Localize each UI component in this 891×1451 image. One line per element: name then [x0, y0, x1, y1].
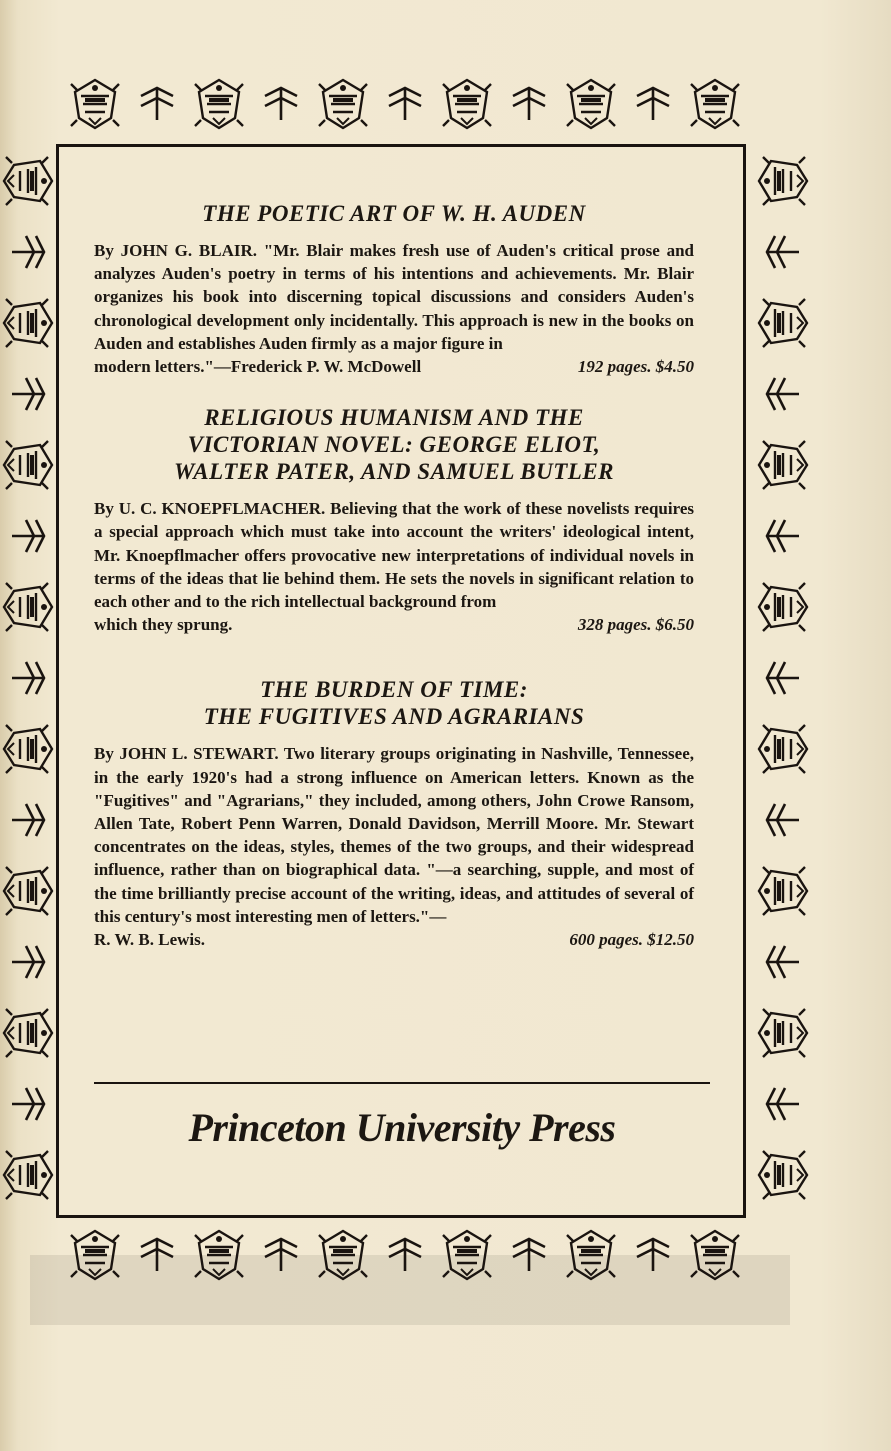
book-title — [94, 404, 694, 485]
arrow-ornament-icon — [8, 800, 48, 840]
book-entry-burden-of-time — [94, 676, 694, 951]
arrow-ornament-icon — [8, 658, 48, 698]
arrow-ornament-icon — [261, 84, 301, 124]
book-title-line: RELIGIOUS HUMANISM AND THE — [204, 405, 584, 431]
book-title-line: WALTER PATER, AND SAMUEL BUTLER — [173, 459, 614, 485]
crest-ornament-icon — [0, 295, 58, 351]
crest-ornament-icon — [0, 437, 58, 493]
pages-and-price: 328 pages. $6.50 — [577, 615, 694, 635]
book-description-text: By JOHN L. STEWART. Two literary groups originating in Nashville, Tennessee, in the early 1920's had a strong influence on American letters. Known as the "Fugitives" and "Agrarians," they included, among others, John Crowe Ransom, Allen Tate, Robert Penn Warren, Donald Davidson, Merrill Moore. Mr. Stewart concentrates on the ideas, styles, themes of the two groups, and their widespread influence, rather than on biographical data. "—a searching, supple, and most of the time brilliantly precise account of the writing, ideas, and attitudes of several of this century's most interesting men of letters."— — [94, 744, 694, 926]
crest-ornament-icon — [753, 295, 813, 351]
crest-ornament-icon — [67, 74, 123, 134]
crest-ornament-icon — [439, 74, 495, 134]
book-title-line: THE BURDEN OF TIME: — [260, 677, 528, 703]
arrow-ornament-icon — [137, 84, 177, 124]
crest-ornament-icon — [315, 1225, 371, 1285]
review-attribution: R. W. B. Lewis. — [94, 930, 205, 950]
arrow-ornament-icon — [763, 658, 803, 698]
arrow-ornament-icon — [8, 232, 48, 272]
arrow-ornament-icon — [763, 1084, 803, 1124]
book-title-line: THE FUGITIVES AND AGRARIANS — [203, 704, 585, 730]
crest-ornament-icon — [0, 153, 58, 209]
crest-ornament-icon — [687, 74, 743, 134]
ornament-border-right — [744, 140, 822, 1215]
arrow-ornament-icon — [509, 1235, 549, 1275]
book-title — [94, 200, 694, 227]
crest-ornament-icon — [191, 1225, 247, 1285]
crest-ornament-icon — [191, 74, 247, 134]
arrow-ornament-icon — [763, 800, 803, 840]
crest-ornament-icon — [563, 1225, 619, 1285]
book-description — [94, 497, 694, 636]
book-entry-auden — [94, 200, 694, 378]
crest-ornament-icon — [753, 153, 813, 209]
crest-ornament-icon — [753, 1005, 813, 1061]
crest-ornament-icon — [753, 721, 813, 777]
book-description-last-line — [94, 355, 694, 378]
publisher-name: Princeton University Press — [188, 1105, 616, 1150]
pages-and-price: 192 pages. $4.50 — [577, 357, 694, 377]
book-title-line: THE POETIC ART OF W. H. AUDEN — [202, 201, 586, 226]
book-description-last-line — [94, 613, 694, 636]
book-description-text: By JOHN G. BLAIR. "Mr. Blair makes fresh use of Auden's critical prose and analyzes Auden's poetry in terms of his intentions and achievements. Mr. Blair organizes his book into discerning topical discussions and considers Auden's chronological development only incidentally. This approach is new in the books on Auden and establishes Auden firmly as a major figure in — [94, 241, 694, 353]
arrow-ornament-icon — [261, 1235, 301, 1275]
ornament-border-bottom — [60, 1216, 750, 1294]
pages-and-price: 600 pages. $12.50 — [569, 930, 694, 950]
crest-ornament-icon — [439, 1225, 495, 1285]
arrow-ornament-icon — [385, 84, 425, 124]
arrow-ornament-icon — [633, 84, 673, 124]
crest-ornament-icon — [0, 1147, 58, 1203]
book-entry-religious-humanism — [94, 404, 694, 636]
crest-ornament-icon — [753, 1147, 813, 1203]
arrow-ornament-icon — [8, 516, 48, 556]
crest-ornament-icon — [753, 863, 813, 919]
publisher-imprint — [94, 1082, 710, 1151]
book-description-last-line — [94, 928, 694, 951]
crest-ornament-icon — [0, 1005, 58, 1061]
arrow-ornament-icon — [137, 1235, 177, 1275]
closing-text: which they sprung. — [94, 615, 233, 635]
book-listings — [94, 200, 694, 951]
arrow-ornament-icon — [633, 1235, 673, 1275]
book-description-text: By U. C. KNOEPFLMACHER. Believing that the work of these novelists requires a special approach which must take into account the writers' ideological intent, Mr. Knoepflmacher offers provocative new interpretations of individual novels in terms of the ideas that lie behind them. He sets the novels in significant relation to each other and to the rich intellectual background from — [94, 499, 694, 612]
crest-ornament-icon — [0, 721, 58, 777]
arrow-ornament-icon — [8, 942, 48, 982]
arrow-ornament-icon — [385, 1235, 425, 1275]
book-description — [94, 239, 694, 378]
ornament-border-left — [0, 140, 56, 1215]
crest-ornament-icon — [753, 579, 813, 635]
arrow-ornament-icon — [763, 232, 803, 272]
crest-ornament-icon — [0, 863, 58, 919]
arrow-ornament-icon — [763, 942, 803, 982]
book-title — [94, 676, 694, 730]
crest-ornament-icon — [687, 1225, 743, 1285]
crest-ornament-icon — [315, 74, 371, 134]
crest-ornament-icon — [67, 1225, 123, 1285]
arrow-ornament-icon — [763, 374, 803, 414]
ornament-border-top — [60, 66, 750, 142]
arrow-ornament-icon — [509, 84, 549, 124]
book-title-line: VICTORIAN NOVEL: GEORGE ELIOT, — [187, 432, 601, 458]
book-description — [94, 742, 694, 951]
crest-ornament-icon — [563, 74, 619, 134]
crest-ornament-icon — [0, 579, 58, 635]
review-attribution: modern letters."—Frederick P. W. McDowell — [94, 357, 422, 377]
arrow-ornament-icon — [8, 374, 48, 414]
arrow-ornament-icon — [763, 516, 803, 556]
arrow-ornament-icon — [8, 1084, 48, 1124]
crest-ornament-icon — [753, 437, 813, 493]
